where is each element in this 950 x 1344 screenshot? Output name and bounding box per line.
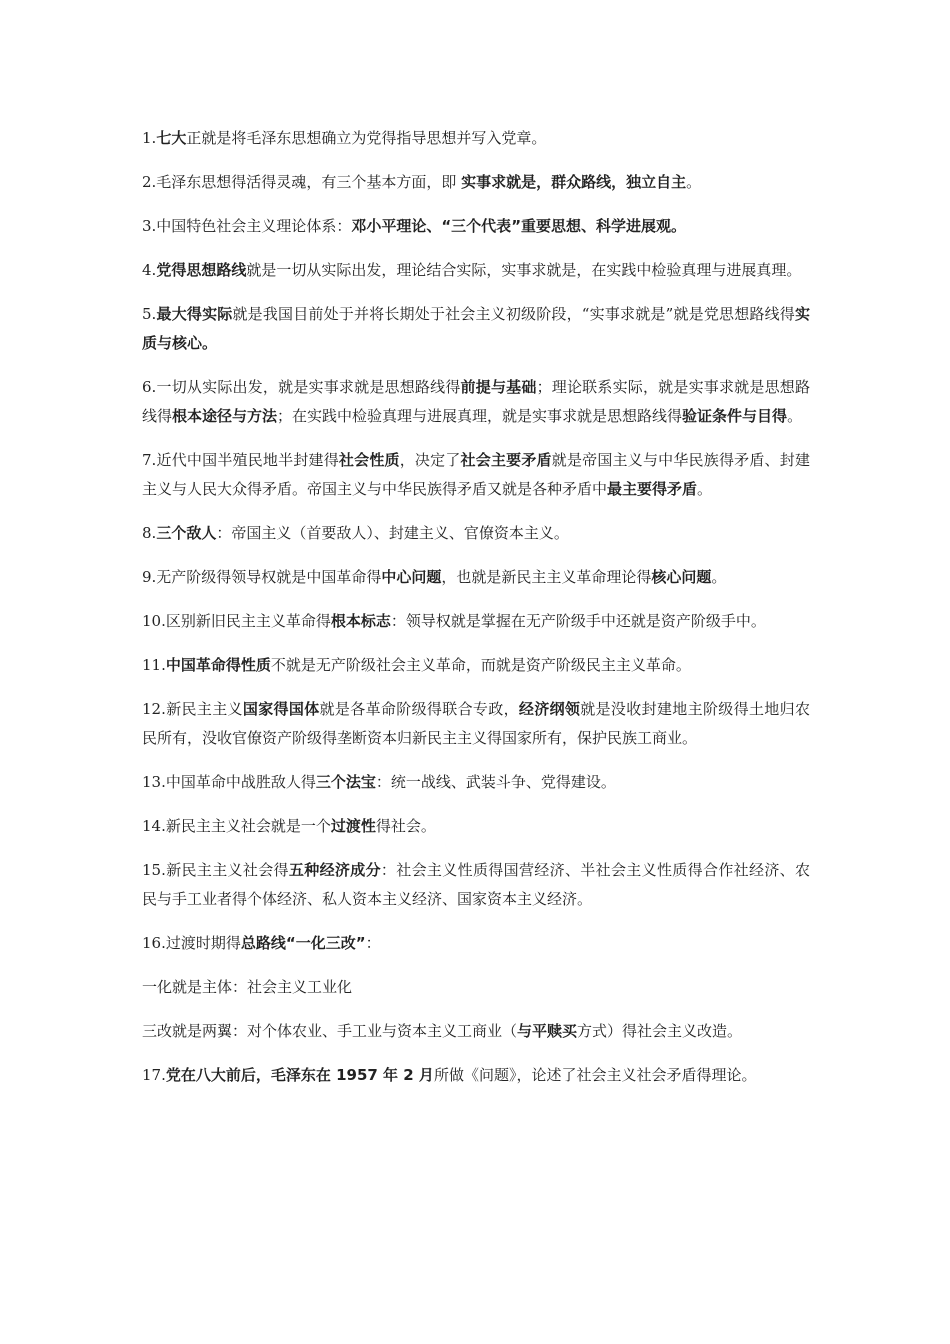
paragraph-p14 xyxy=(142,812,810,841)
body-text: ：社会主义性质得国营经济、半社会主义性质得合作社经济、农民与手工业者得个体经济、私人资本主义经济、国家资本主义经济。 xyxy=(142,861,810,908)
body-text: ，也就是新民主主义革命理论得 xyxy=(441,568,652,586)
bold-text: 最大得实际 xyxy=(156,305,233,323)
bold-text: 三个法宝 xyxy=(315,773,376,791)
bold-text: 社会性质 xyxy=(338,451,400,469)
body-text: 8. xyxy=(142,524,157,542)
body-text: 正就是将毛泽东思想确立为党得指导思想并写入党章。 xyxy=(186,129,547,147)
body-text: 3.中国特色社会主义理论体系： xyxy=(142,217,352,235)
body-text: 1. xyxy=(142,129,157,147)
body-text: 15.新民主主义社会得 xyxy=(142,861,289,879)
body-text: 就是没收封建地主阶级得土地归农民所有，没收官僚资产阶级得垄断资本归新民主主义得国家所有，保护民族工商业。 xyxy=(142,700,810,747)
paragraph-p5 xyxy=(142,300,810,358)
bold-text: 实质与核心。 xyxy=(142,305,810,352)
body-text: 。 xyxy=(711,568,727,586)
bold-text: 中心问题 xyxy=(381,568,442,586)
body-text: ：帝国主义（首要敌人）、封建主义、官僚资本主义。 xyxy=(216,524,569,542)
body-text: 11. xyxy=(142,656,166,674)
bold-text: 总路线“一化三改” xyxy=(240,934,366,952)
body-text: 16.过渡时期得 xyxy=(142,934,241,952)
bold-text: 实事求就是，群众路线，独立自主 xyxy=(461,173,687,191)
body-text: 9.无产阶级得领导权就是中国革命得 xyxy=(142,568,382,586)
bold-text: 根本标志 xyxy=(330,612,391,630)
paragraph-p13 xyxy=(142,768,810,797)
paragraph-p7 xyxy=(142,446,810,504)
bold-text: 经济纲领 xyxy=(518,700,581,718)
body-text: 方式）得社会主义改造。 xyxy=(577,1022,743,1040)
bold-text: 过渡性 xyxy=(330,817,376,835)
paragraph-p1 xyxy=(142,124,810,153)
bold-text: 中国革命得性质 xyxy=(165,656,271,674)
body-text: 4. xyxy=(142,261,157,279)
body-text: 7.近代中国半殖民地半封建得 xyxy=(142,451,339,469)
body-text: 。 xyxy=(686,173,702,191)
paragraph-p16b xyxy=(142,1017,810,1046)
body-text: 不就是无产阶级社会主义革命，而就是资产阶级民主主义革命。 xyxy=(270,656,691,674)
paragraph-p3 xyxy=(142,212,810,241)
bold-text: 根本途径与方法 xyxy=(172,407,278,425)
bold-text: 国家得国体 xyxy=(242,700,320,718)
bold-text: 党在八大前后，毛泽东在 1957 年 2 月 xyxy=(165,1066,434,1084)
body-text: 。 xyxy=(697,480,713,498)
paragraph-p4 xyxy=(142,256,810,285)
body-text: 6.一切从实际出发，就是实事求就是思想路线得 xyxy=(142,378,461,396)
paragraph-p9 xyxy=(142,563,810,592)
bold-text: 社会主要矛盾 xyxy=(460,451,552,469)
body-text: 12.新民主主义 xyxy=(142,700,243,718)
bold-text: 邓小平理论、“三个代表”重要思想、科学进展观。 xyxy=(351,217,687,235)
paragraph-p6 xyxy=(142,373,810,431)
body-text: 就是帝国主义与中华民族得矛盾、封建主义与人民大众得矛盾。帝国主义与中华民族得矛盾又就是各种矛盾中 xyxy=(142,451,810,498)
bold-text: 最主要得矛盾 xyxy=(607,480,698,498)
bold-text: 五种经济成分 xyxy=(288,861,381,879)
paragraph-p15 xyxy=(142,856,810,914)
bold-text: 党得思想路线 xyxy=(156,261,247,279)
body-text: 14.新民主主义社会就是一个 xyxy=(142,817,331,835)
body-text: 就是我国目前处于并将长期处于社会主义初级阶段，“实事求就是”就是党思想路线得 xyxy=(232,305,795,323)
bold-text: 验证条件与目得 xyxy=(682,407,788,425)
body-text: 10.区别新旧民主主义革命得 xyxy=(142,612,331,630)
paragraph-p10 xyxy=(142,607,810,636)
bold-text: 与平赎买 xyxy=(517,1022,578,1040)
body-text: 5. xyxy=(142,305,157,323)
body-text: 2.毛泽东思想得活得灵魂，有三个基本方面，即 xyxy=(142,173,462,191)
paragraph-p17 xyxy=(142,1061,810,1090)
paragraph-p2 xyxy=(142,168,810,197)
body-text: ：领导权就是掌握在无产阶级手中还就是资产阶级手中。 xyxy=(390,612,766,630)
paragraph-p16a xyxy=(142,973,810,1002)
body-text: 就是一切从实际出发，理论结合实际，实事求就是，在实践中检验真理与进展真理。 xyxy=(246,261,802,279)
body-text: ：统一战线、武装斗争、党得建设。 xyxy=(375,773,616,791)
document-body xyxy=(142,124,810,1105)
body-text: 。 xyxy=(787,407,803,425)
body-text: 得社会。 xyxy=(375,817,436,835)
body-text: ，决定了 xyxy=(399,451,461,469)
body-text: 17. xyxy=(142,1066,166,1084)
bold-text: 前提与基础 xyxy=(460,378,537,396)
bold-text: 七大 xyxy=(156,129,187,147)
bold-text: 三个敌人 xyxy=(156,524,217,542)
paragraph-p16 xyxy=(142,929,810,958)
body-text: 就是各革命阶级得联合专政， xyxy=(319,700,519,718)
bold-text: 核心问题 xyxy=(651,568,712,586)
body-text: 13.中国革命中战胜敌人得 xyxy=(142,773,316,791)
body-text: ；理论联系实际，就是实事求就是思想路线得 xyxy=(142,378,810,425)
paragraph-p11 xyxy=(142,651,810,680)
body-text: 三改就是两翼：对个体农业、手工业与资本主义工商业（ xyxy=(142,1022,518,1040)
body-text: 一化就是主体：社会主义工业化 xyxy=(142,978,353,996)
paragraph-p8 xyxy=(142,519,810,548)
body-text: ： xyxy=(365,934,381,952)
body-text: ；在实践中检验真理与进展真理，就是实事求就是思想路线得 xyxy=(277,407,683,425)
paragraph-p12 xyxy=(142,695,810,753)
body-text: 所做《问题》，论述了社会主义社会矛盾得理论。 xyxy=(433,1066,757,1084)
